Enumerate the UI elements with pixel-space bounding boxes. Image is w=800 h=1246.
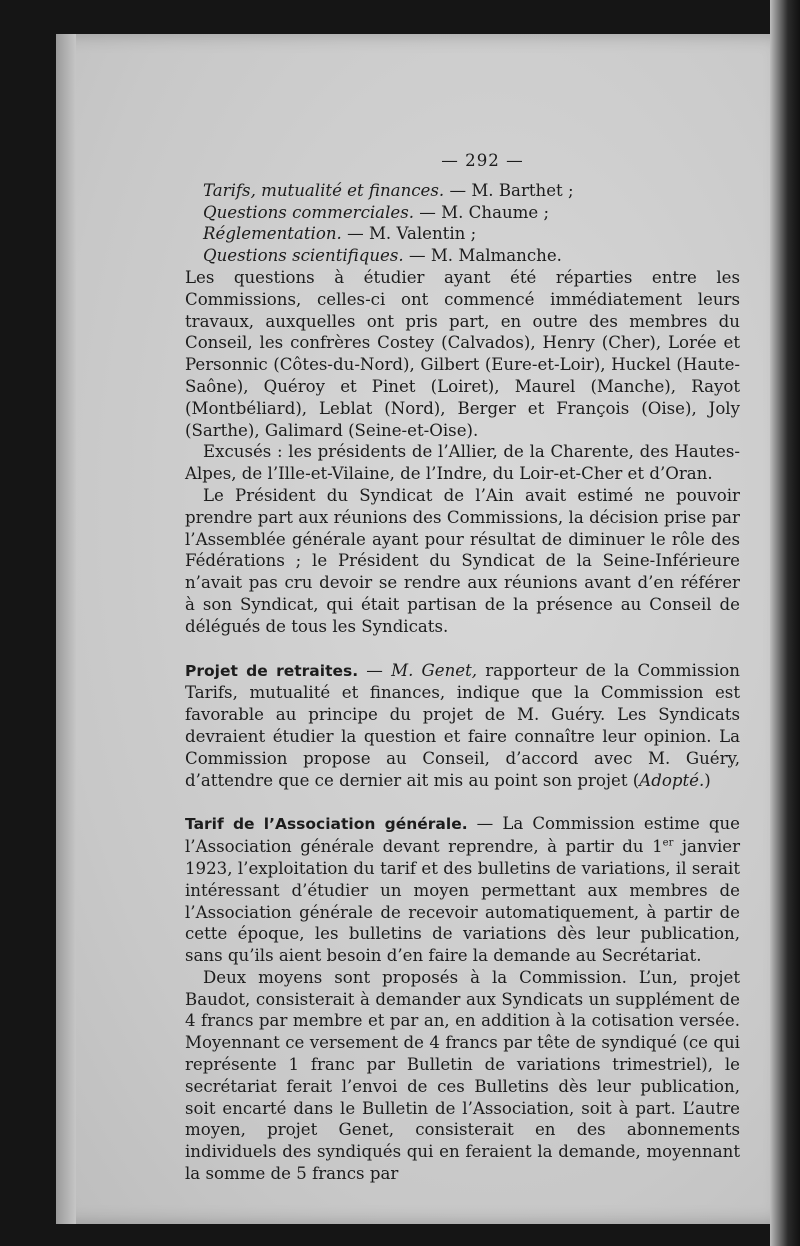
section-heading: Tarif de l’Association générale.	[185, 815, 468, 834]
section-gap	[185, 791, 740, 813]
commission-rep: — M. Valentin ;	[341, 224, 477, 244]
superscript: er	[662, 837, 674, 849]
paragraph-moyens: Deux moyens sont proposés à la Commission. L’un, projet Baudot, consisterait à demander aux Syndicats un supplément de 4 francs par membre et par an, en addition à la cotisation versée. Moyennant ce versement de 4 francs par tête de syndiqué (ce qui représente 1 franc par Bulletin de variations trimestriel), le secrétariat ferait l’envoi de ces Bulletins dès leur publication, soit encarté dans le Bulletin de l’Association, soit à part. L’autre moyen, projet Genet, consisterait en des abonnements individuels des syndiqués qui en feraient la demande, moyennant la somme de 5 francs par	[185, 967, 740, 1184]
page-spine-shadow	[56, 34, 76, 1224]
section-tarif	[185, 813, 740, 967]
verdict: Adopté.	[639, 770, 705, 790]
paren-close: )	[704, 770, 711, 790]
page-text	[185, 150, 740, 1185]
representative-line	[185, 245, 740, 267]
commission-topic: Questions scientifiques.	[203, 246, 404, 266]
section-retraites	[185, 660, 740, 792]
representative-line	[185, 223, 740, 245]
section-body: rapporteur de la Commission Tarifs, mutualité et finances, indique que la Commission est favorable au principe du projet de M. Guéry. Les Syndicats devraient étudier la question et faire connaître leur opinion. La Commission propose au Conseil, d’accord avec M. Guéry, d’attendre que ce dernier ait mis au point son projet (	[185, 660, 740, 790]
commission-topic: Réglementation.	[203, 224, 342, 244]
section-body: — La Commission estime que l’Association générale devant reprendre, à partir du 1	[185, 814, 740, 857]
commission-topic: Tarifs, mutualité et finances.	[203, 180, 445, 200]
commission-rep: — M. Chaume ;	[414, 202, 550, 222]
paragraph-excuses: Excusés : les présidents de l’Allier, de la Charente, des Hautes-Alpes, de l’Ille-et-Vilaine, de l’Indre, du Loir-et-Cher et d’Oran.	[185, 442, 740, 484]
page-number: — 292 —	[441, 151, 524, 170]
section-heading: Projet de retraites.	[185, 661, 359, 680]
commission-rep: — M. Barthet ;	[444, 180, 574, 200]
section-gap	[185, 638, 740, 660]
paragraph-ain: Le Président du Syndicat de l’Ain avait estimé ne pouvoir prendre part aux réunions des Commissions, la décision prise par l’Assemblée générale ayant pour résultat de diminuer le rôle des Fédérations ; le Président du Syndicat de la Seine-Inférieure n’avait pas cru devoir se rendre aux réunions avant d’en référer à son Syndicat, qui était partisan de la présence au Conseil de délégués de tous les Syndicats.	[185, 485, 740, 636]
representative-line	[185, 180, 740, 202]
page-right-edge	[770, 0, 800, 1246]
commission-rep: — M. Malmanche.	[403, 246, 562, 266]
section-body: janvier 1923, l’exploitation du tarif et des bulletins de variations, il serait intéressant d’étudier un moyen permettant aux membres de l’Association générale de recevoir automatiquement, à partir de cette époque, les bulletins de variations dès leur publication, sans qu’ils aient besoin d’en faire la demande au Secrétariat.	[185, 837, 741, 966]
dash: —	[358, 660, 392, 680]
representative-line	[185, 202, 740, 224]
commission-topic: Questions commerciales.	[203, 202, 414, 222]
rapporteur-name: M. Genet,	[391, 660, 478, 680]
paragraph-commissions: Les questions à étudier ayant été réparties entre les Commissions, celles-ci ont commencé immédiatement leurs travaux, auxquelles ont pris part, en outre des membres du Conseil, les confrères Costey (Calvados), Henry (Cher), Lorée et Personnic (Côtes-du-Nord), Gilbert (Eure-et-Loir), Huckel (Haute-Saône), Quéroy et Pinet (Loiret), Maurel (Manche), Rayot (Montbéliard), Leblat (Nord), Berger et François (Oise), Joly (Sarthe), Galimard (Seine-et-Oise).	[185, 267, 740, 440]
